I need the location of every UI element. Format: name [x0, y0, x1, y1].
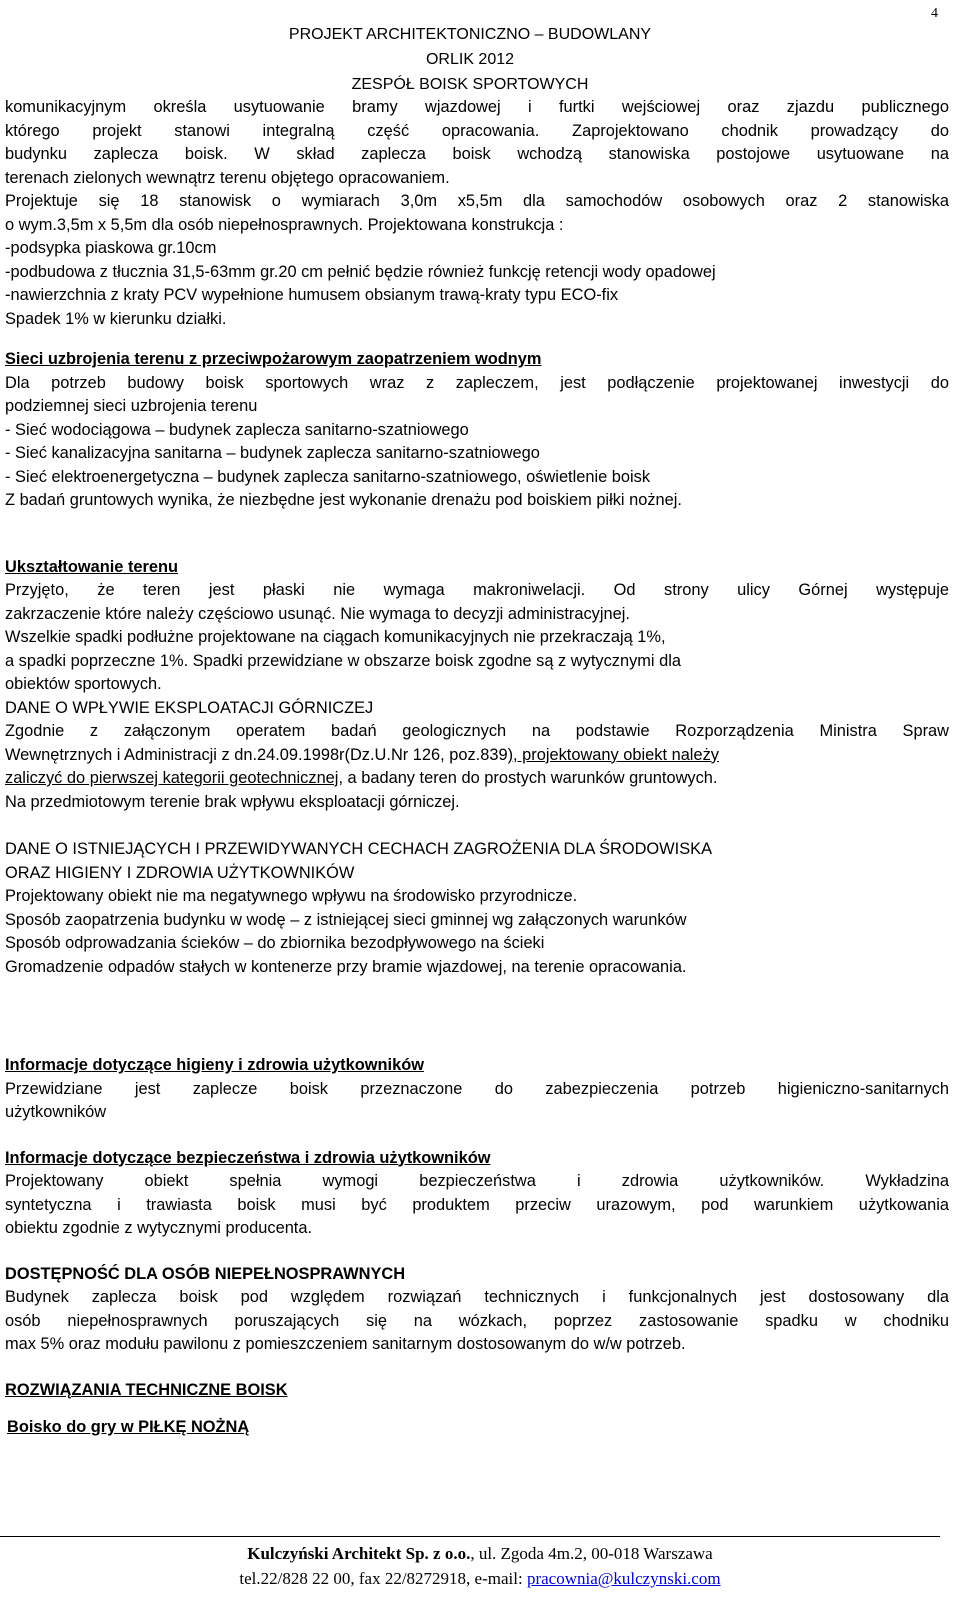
- page-number: 4: [931, 6, 938, 21]
- networks-line: - Sieć elektroenergetyczna – budynek zaplecza sanitarno-szatniowego, oświetlenie boisk: [5, 467, 651, 486]
- intro-line: o wym.3,5m x 5,5m dla osób niepełnosprawnych. Projektowana konstrukcja :: [5, 215, 564, 234]
- header-line-1: PROJEKT ARCHITEKTONICZNO – BUDOWLANY: [288, 26, 652, 43]
- document-footer: [0, 1541, 960, 1591]
- accessibility-heading: DOSTĘPNOŚĆ DLA OSÓB NIEPEŁNOSPRAWNYCH: [5, 1264, 406, 1283]
- footer-address: , ul. Zgoda 4m.2, 00-018 Warszawa: [470, 1544, 713, 1563]
- intro-line: -nawierzchnia z kraty PCV wypełnione humusem obsianym trawą-kraty typu ECO-fix: [5, 286, 619, 304]
- mining-line: Zgodnie z załączonym operatem badań geologicznych na podstawie Rozporządzenia Ministra Spraw: [5, 722, 949, 740]
- document-body: [5, 96, 949, 1440]
- hygiene-line: użytkowników: [5, 1103, 107, 1121]
- technical-heading: ROZWIĄZANIA TECHNICZNE BOISK: [5, 1380, 288, 1399]
- accessibility-line: osób niepełnosprawnych poruszających się na wózkach, poprzez zastosowanie spadku w chodniku: [5, 1311, 949, 1330]
- mining-line: Na przedmiotowym terenie brak wpływu eksploatacji górniczej.: [5, 792, 460, 811]
- mining-category-text: ), projektowany obiekt należy: [507, 745, 719, 764]
- intro-line: Spadek 1% w kierunku działki.: [5, 309, 227, 328]
- terrain-line: zakrzaczenie które należy częściowo usunąć. Nie wymaga to decyzji administracyjnej.: [5, 604, 630, 623]
- hazards-line: Gromadzenie odpadów stałych w kontenerze przy bramie wjazdowej, na terenie opracowania.: [5, 957, 687, 976]
- safety-line: syntetyczna i trawiasta boisk musi być produktem przeciw urazowym, pod warunkiem użytkowania: [5, 1195, 949, 1214]
- footer-contact-line: [0, 1566, 960, 1591]
- mining-citation: Wewnętrznych i Administracji z dn.24.09.1998r(Dz.U.Nr 126, poz.839: [5, 745, 508, 764]
- mining-line: [5, 767, 949, 791]
- footer-company: Kulczyński Architekt Sp. z o.o.: [247, 1544, 471, 1563]
- networks-line: - Sieć wodociągowa – budynek zaplecza sanitarno-szatniowego: [5, 420, 469, 439]
- footer-company-line: [0, 1541, 960, 1566]
- intro-line: którego projekt stanowi integralną część opracowania. Zaprojektowano chodnik prowadzący do: [5, 121, 949, 140]
- intro-line: budynku zaplecza boisk. W skład zaplecza boisk wchodzą stanowiska postojowe usytuowane na: [5, 145, 949, 163]
- hazards-heading: DANE O ISTNIEJĄCYCH I PRZEWIDYWANYCH CECHACH ZAGROŻENIA DLA ŚRODOWISKA: [5, 840, 713, 858]
- networks-line: Dla potrzeb budowy boisk sportowych wraz z zapleczem, jest podłączenie projektowanej inwestycji do: [5, 373, 949, 392]
- mining-heading: DANE O WPŁYWIE EKSPLOATACJI GÓRNICZEJ: [5, 698, 374, 717]
- header-line-3: ZESPÓŁ BOISK SPORTOWYCH: [351, 76, 589, 93]
- terrain-line: a spadki poprzeczne 1%. Spadki przewidziane w obszarze boisk zgodne są z wytycznymi dla: [5, 651, 681, 670]
- accessibility-line: max 5% oraz modułu pawilonu z pomieszczeniem sanitarnym dostosowanym do w/w potrzeb.: [5, 1335, 686, 1353]
- mining-category-text: zaliczyć do pierwszej kategorii geotechnicznej: [5, 769, 339, 787]
- safety-heading: Informacje dotyczące bezpieczeństwa i zdrowia użytkowników: [5, 1148, 491, 1167]
- terrain-line: Przyjęto, że teren jest płaski nie wymaga makroniwelacji. Od strony ulicy Górnej występuje: [5, 581, 949, 599]
- networks-line: - Sieć kanalizacyjna sanitarna – budynek zaplecza sanitarno-szatniowego: [5, 444, 540, 462]
- mining-line: [5, 744, 949, 768]
- terrain-heading: Ukształtowanie terenu: [5, 557, 179, 576]
- intro-line: komunikacyjnym określa usytuowanie bramy wjazdowej i furtki wejściowej oraz zjazdu publicznego: [5, 98, 949, 116]
- footer-divider: [0, 1536, 940, 1537]
- networks-heading: Sieci uzbrojenia terenu z przeciwpożarowym zaopatrzeniem wodnym: [5, 350, 542, 368]
- safety-line: obiektu zgodnie z wytycznymi producenta.: [5, 1219, 313, 1237]
- hygiene-line: Przewidziane jest zaplecze boisk przeznaczone do zabezpieczenia potrzeb higieniczno-sanitarnych: [5, 1079, 949, 1098]
- accessibility-line: Budynek zaplecza boisk pod względem rozwiązań technicznych i funkcjonalnych jest dostosowany dla: [5, 1288, 949, 1306]
- footer-contact: tel.22/828 22 00, fax 22/8272918, e-mail:: [239, 1569, 527, 1588]
- terrain-line: obiektów sportowych.: [5, 675, 162, 693]
- hygiene-heading: Informacje dotyczące higieny i zdrowia użytkowników: [5, 1056, 424, 1074]
- footer-email-link[interactable]: pracownia@kulczynski.com: [526, 1569, 721, 1588]
- hazards-line: Sposób zaopatrzenia budynku w wodę – z istniejącej sieci gminnej wg załączonych warunków: [5, 910, 687, 929]
- hazards-line: Projektowany obiekt nie ma negatywnego wpływu na środowisko przyrodnicze.: [5, 887, 578, 905]
- hazards-line: Sposób odprowadzania ścieków – do zbiornika bezodpływowego na ścieki: [5, 934, 545, 952]
- mining-conditions: , a badany teren do prostych warunków gruntowych.: [338, 769, 718, 787]
- intro-line: terenach zielonych wewnątrz terenu objętego opracowaniem.: [5, 168, 450, 187]
- intro-line: Projektuje się 18 stanowisk o wymiarach 3,0m x5,5m dla samochodów osobowych oraz 2 stanowiska: [5, 192, 949, 210]
- networks-line: Z badań gruntowych wynika, że niezbędne jest wykonanie drenażu pod boiskiem piłki nożnej.: [5, 491, 682, 509]
- document-header: [0, 22, 940, 97]
- technical-subheading: Boisko do gry w PIŁKĘ NOŻNĄ: [7, 1418, 250, 1436]
- hazards-heading: ORAZ HIGIENY I ZDROWIA UŻYTKOWNIKÓW: [5, 863, 355, 882]
- safety-line: Projektowany obiekt spełnia wymogi bezpieczeństwa i zdrowia użytkowników. Wykładzina: [5, 1172, 949, 1190]
- intro-line: -podbudowa z tłucznia 31,5-63mm gr.20 cm pełnić będzie również funkcję retencji wody opadowej: [5, 262, 716, 281]
- intro-line: -podsypka piaskowa gr.10cm: [5, 239, 217, 257]
- networks-line: podziemnej sieci uzbrojenia terenu: [5, 397, 258, 415]
- terrain-line: Wszelkie spadki podłużne projektowane na ciągach komunikacyjnych nie przekraczają 1%,: [5, 628, 666, 646]
- header-line-2: ORLIK 2012: [425, 51, 515, 68]
